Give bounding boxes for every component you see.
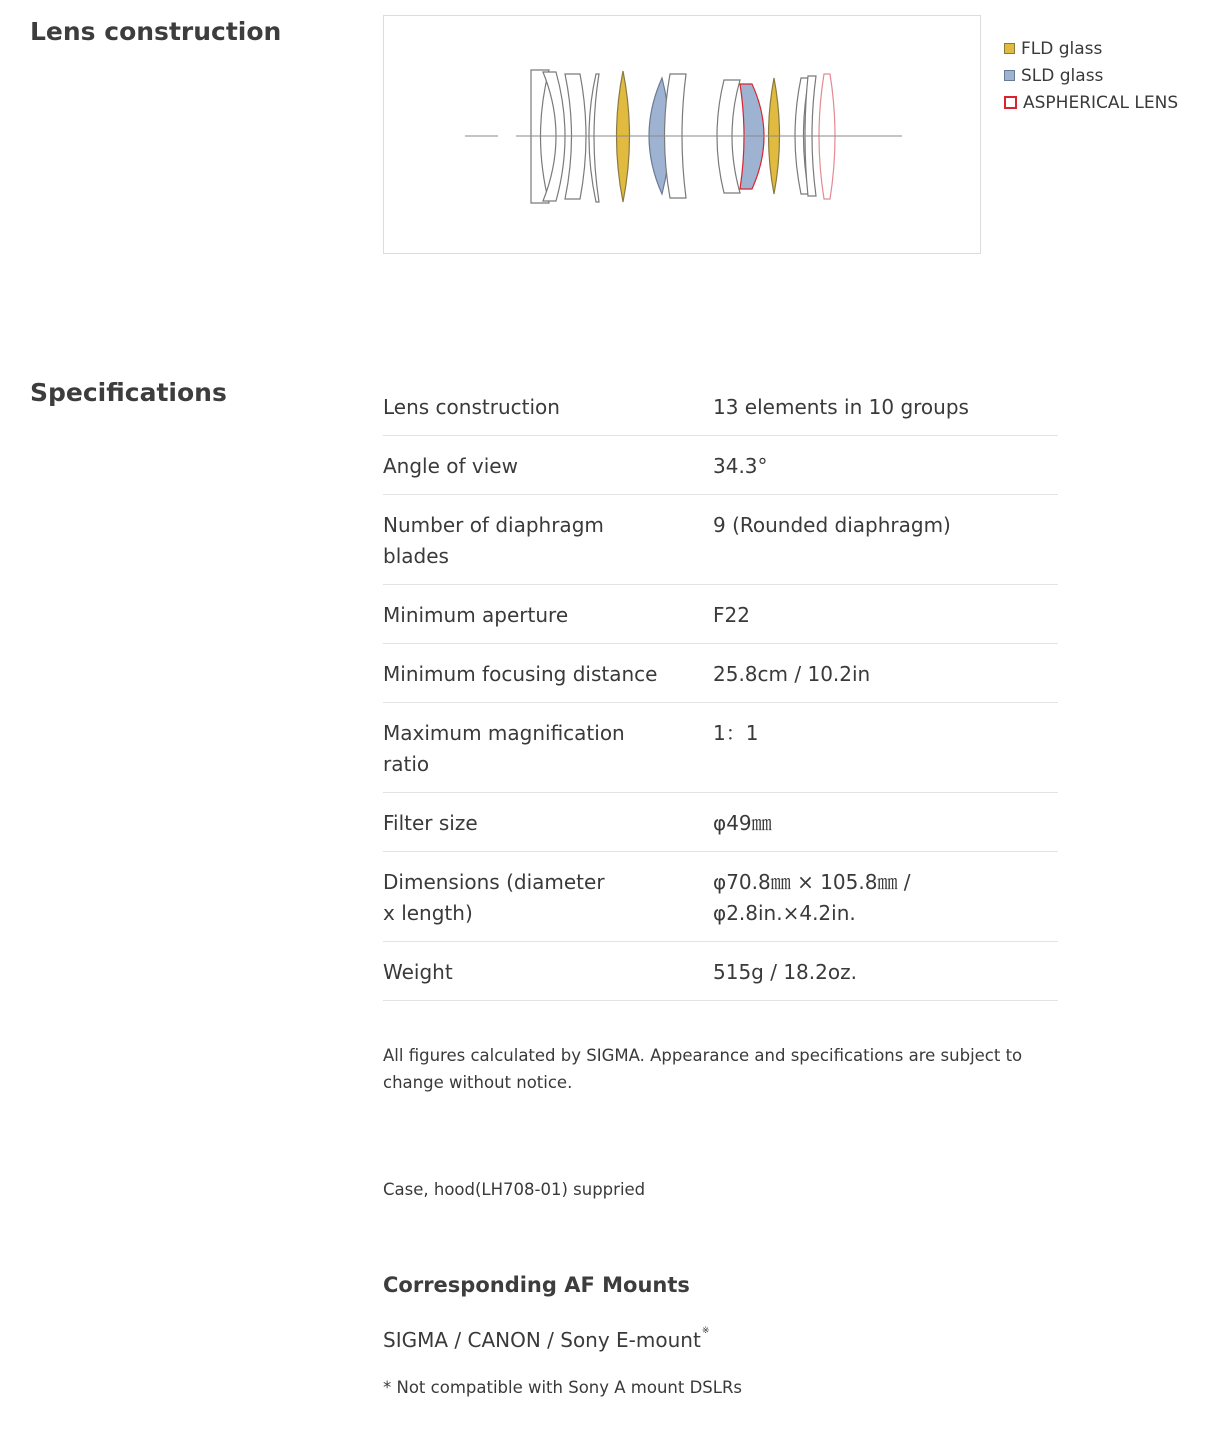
specifications-heading: Specifications [30, 378, 227, 407]
spec-key: Dimensions (diameter x length) [383, 870, 605, 925]
spec-key: Minimum focusing distance [383, 662, 658, 686]
spec-value: φ49㎜ [713, 811, 772, 835]
table-row [383, 585, 1058, 644]
mounts-list-text: SIGMA / CANON / Sony E-mount [383, 1328, 701, 1352]
table-row [383, 495, 1058, 585]
sld-swatch-icon [1004, 70, 1015, 81]
legend-label: SLD glass [1021, 65, 1104, 86]
spec-value: 9 (Rounded diaphragm) [713, 513, 951, 537]
table-row [383, 793, 1058, 852]
lens-diagram-svg [384, 16, 982, 255]
aspherical-swatch-icon [1004, 96, 1017, 109]
table-row [383, 942, 1058, 1001]
mounts-list [383, 1326, 709, 1352]
mounts-footnote: * Not compatible with Sony A mount DSLRs [383, 1378, 743, 1397]
fld-swatch-icon [1004, 43, 1015, 54]
spec-value: 25.8cm / 10.2in [713, 662, 871, 686]
spec-value: 34.3° [713, 454, 768, 478]
table-row [383, 436, 1058, 495]
table-row [383, 644, 1058, 703]
specifications-disclaimer: All figures calculated by SIGMA. Appearance and specifications are subject to change without notice. [383, 1046, 1023, 1092]
legend-item-aspherical [1004, 89, 1178, 116]
spec-value: 515g / 18.2oz. [713, 960, 857, 984]
table-row [383, 703, 1058, 793]
legend-label: FLD glass [1021, 38, 1103, 59]
spec-value: 1：1 [713, 721, 759, 745]
table-row [383, 377, 1058, 436]
legend-label: ASPHERICAL LENS [1023, 92, 1179, 113]
spec-key: Number of diaphragm blades [383, 513, 604, 568]
specifications-table [383, 377, 1058, 1001]
spec-key: Weight [383, 960, 453, 984]
lens-element-4 [589, 74, 599, 202]
footnote-marker: ※ [701, 1326, 710, 1336]
spec-key: Minimum aperture [383, 603, 569, 627]
mounts-heading: Corresponding AF Mounts [383, 1273, 690, 1297]
spec-value: 13 elements in 10 groups [713, 395, 969, 419]
spec-key: Filter size [383, 811, 478, 835]
included-accessories-note: Case, hood(LH708-01) suppried [383, 1180, 646, 1199]
lens-construction-heading: Lens construction [30, 17, 282, 46]
legend-item-fld [1004, 35, 1178, 62]
legend-item-sld [1004, 62, 1178, 89]
spec-key: Lens construction [383, 395, 560, 419]
spec-key: Maximum magnification ratio [383, 721, 625, 776]
lens-construction-diagram [383, 15, 981, 254]
spec-value: F22 [713, 603, 750, 627]
table-row [383, 852, 1058, 942]
spec-value: φ70.8㎜ × 105.8㎜ / φ2.8in.×4.2in. [713, 870, 911, 925]
spec-key: Angle of view [383, 454, 518, 478]
lens-legend [1004, 35, 1178, 116]
